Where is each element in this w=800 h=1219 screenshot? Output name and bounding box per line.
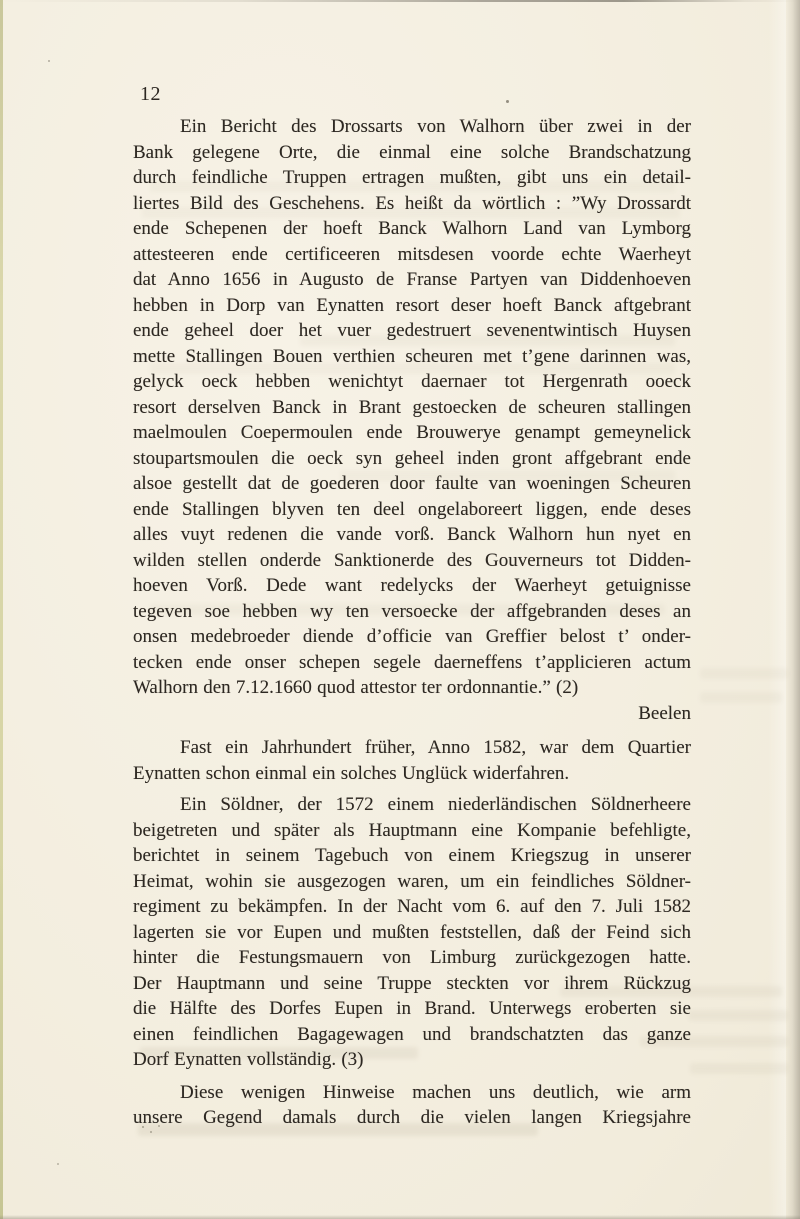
text-line: gelyck oeck hebben wenichtyt daernaer tot Hergenrath ooeck: [133, 371, 691, 392]
text-line: alles vuyt redenen die vande vorß. Banck Walhorn hun nyet en: [133, 524, 691, 545]
page-edge-right: [786, 0, 800, 1219]
attribution-beelen: Beelen: [638, 702, 691, 724]
ink-speck: [150, 1131, 152, 1133]
text-line: attesteeren ende certificeeren mitsdesen voorde echte Waerheyt: [133, 243, 691, 265]
text-line: ende Stallingen blyven ten deel ongelaboreert liggen, ende deses: [133, 498, 691, 520]
page-edge-top: [0, 0, 800, 2]
text-line: tegeven soe hebben wy ten versoecke der affgebranden deses an: [133, 600, 691, 622]
bleedthrough-artifact: [690, 1063, 788, 1074]
text-line: hebben in Dorp van Eynatten resort deser hoeft Banck aftgebrant: [133, 294, 691, 316]
text-line: Ein Bericht des Drossarts von Walhorn über zwei in der: [180, 116, 691, 137]
page-number: 12: [140, 83, 161, 105]
text-line: ende Schepenen der hoeft Banck Walhorn Land van Lymborg: [133, 218, 691, 239]
text-line: Der Hauptmann und seine Truppe steckten vor ihrem Rückzug: [133, 972, 691, 994]
text-line: unsere Gegend damals durch die vielen langen Kriegsjahre: [133, 1107, 691, 1128]
text-line: hoeven Vorß. Dede want redelycks der Waerheyt getuignisse: [133, 575, 691, 596]
text-line: Dorf Eynatten vollständig. (3): [133, 1049, 364, 1070]
text-line: hinter die Festungsmauern von Limburg zurückgezogen hatte.: [133, 947, 691, 968]
text-line: tecken ende onser schepen segele daerneffens t’applicieren actum: [133, 651, 691, 673]
text-line: Eynatten schon einmal ein solches Unglück widerfahren.: [133, 762, 570, 784]
text-line: durch feindliche Truppen ertragen mußten, gibt uns ein detail-: [133, 167, 691, 188]
paragraph-soeldner: [133, 792, 691, 1073]
paragraph-hinweise: [133, 1080, 691, 1131]
text-line: dat Anno 1656 in Augusto de Franse Partyen van Diddenhoeven: [133, 269, 691, 290]
body-text: [133, 114, 691, 1131]
text-line: Fast ein Jahrhundert früher, Anno 1582, war dem Quartier: [180, 737, 691, 758]
text-line: maelmoulen Coepermoulen ende Brouwerye genampt gemeynelick: [133, 422, 691, 443]
text-line: wilden stellen onderde Sanktionerde des Gouverneurs tot Didden-: [133, 549, 691, 571]
text-line: Heimat, wohin sie ausgezogen waren, um ein feindliches Söldner-: [133, 870, 691, 892]
text-line: Bank gelegene Orte, die einmal eine solche Brandschatzung: [133, 141, 691, 163]
bleedthrough-artifact: [688, 1010, 788, 1021]
text-line: berichtet in seinem Tagebuch von einem Kriegszug in unserer: [133, 845, 691, 866]
page-edge-bottom: [0, 1215, 800, 1219]
paragraph-report: [133, 114, 691, 701]
paragraph-quartier: [133, 735, 691, 786]
ink-speck: [48, 60, 50, 62]
bleedthrough-artifact: [700, 668, 788, 679]
text-line: Ein Söldner, der 1572 einem niederländischen Söldnerheere: [180, 794, 691, 815]
text-line: Diese wenigen Hinweise machen uns deutlich, wie arm: [180, 1081, 691, 1103]
text-line: resort derselven Banck in Brant gestoecken de scheuren stallingen: [133, 396, 691, 418]
page-edge-left: [0, 0, 3, 1219]
text-line: ende geheel doer het vuer gedestruert sevenentwintisch Huysen: [133, 320, 691, 341]
text-line: lagerten sie vor Eupen und mußten feststellen, daß der Feind sich: [133, 921, 691, 943]
ink-speck: [57, 1163, 59, 1165]
text-line: stoupartsmoulen die oeck syn geheel inden gront affgebrant ende: [133, 447, 691, 469]
text-line: mette Stallingen Bouen verthien scheuren met t’gene darinnen was,: [133, 345, 691, 367]
text-line: beigetreten und später als Hauptmann eine Kompanie befehligte,: [133, 819, 691, 841]
text-line: Walhorn den 7.12.1660 quod attestor ter ordonnantie.” (2): [133, 677, 579, 698]
text-line: onsen medebroeder diende d’officie van Greffier belost t’ onder-: [133, 626, 691, 647]
ink-speck: [506, 100, 509, 103]
text-line: die Hälfte des Dorfes Eupen in Brand. Unterwegs eroberten sie: [133, 998, 691, 1019]
text-line: einen feindlichen Bagagewagen und brandschatzten das ganze: [133, 1023, 691, 1045]
text-line: liertes Bild des Geschehens. Es heißt da wörtlich : ”Wy Drossardt: [133, 192, 691, 214]
text-line: alsoe gestellt dat de goederen door faulte van woeningen Scheuren: [133, 473, 691, 494]
bleedthrough-artifact: [700, 692, 782, 703]
text-line: regiment zu bekämpfen. In der Nacht vom 6. auf den 7. Juli 1582: [133, 896, 691, 917]
